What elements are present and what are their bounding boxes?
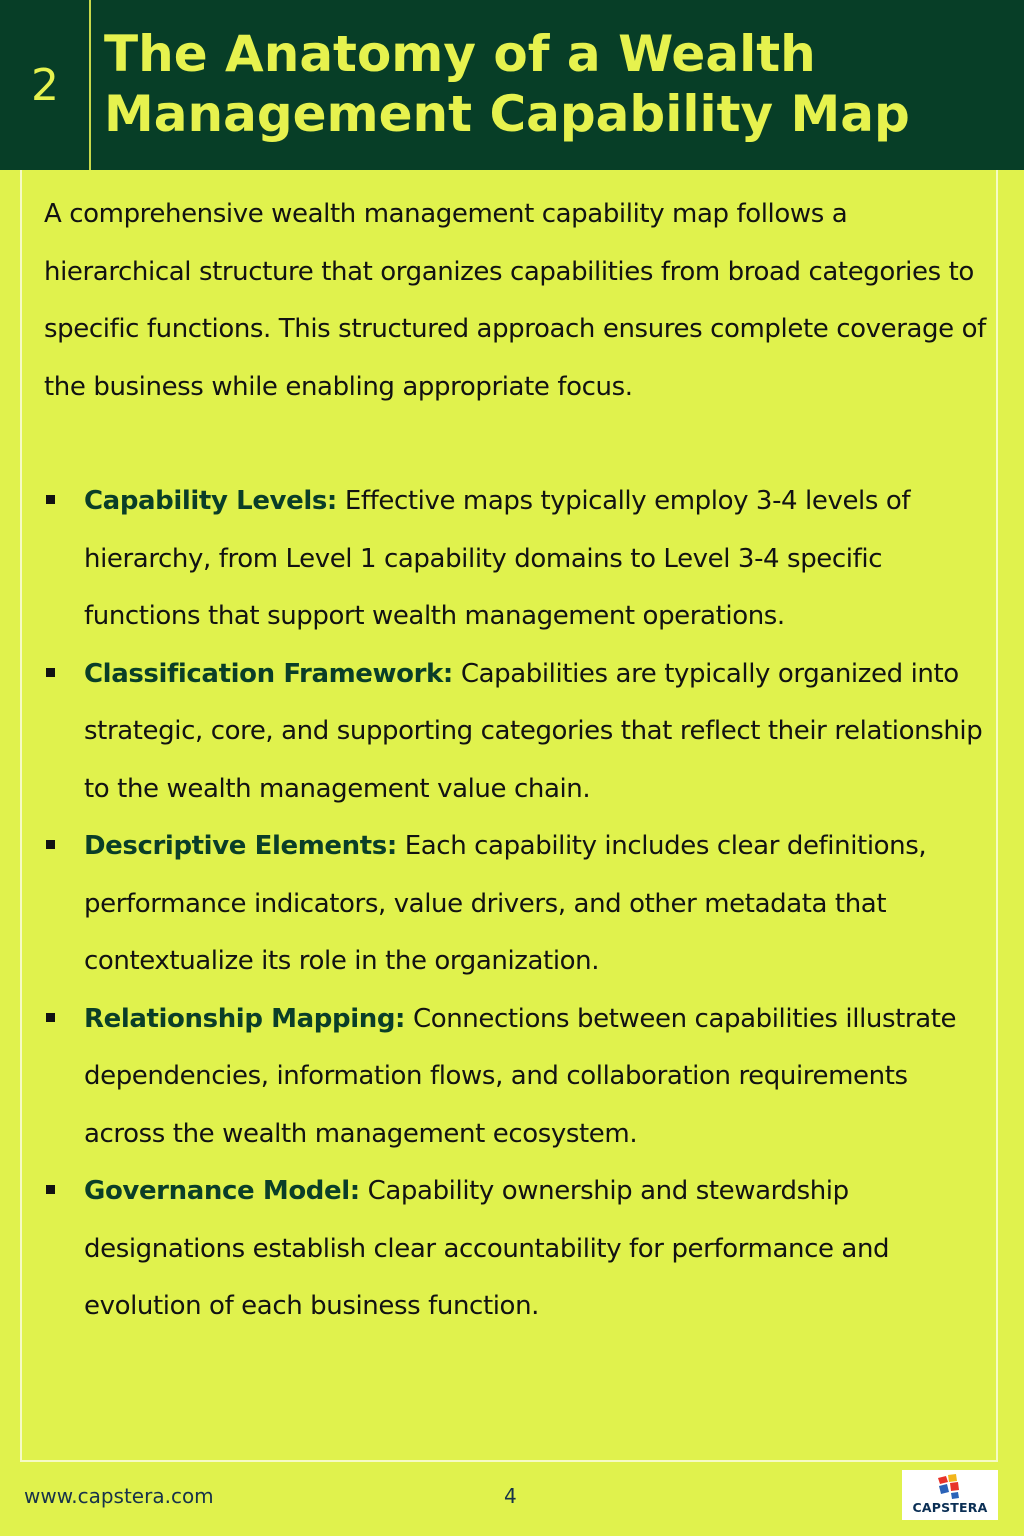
bullet-descriptive-elements bbox=[44, 818, 994, 991]
bullet-list bbox=[44, 473, 994, 1336]
bullet-text: Capability ownership and stewardship designations establish clear accountability for performance and evolution of each business function. bbox=[84, 1176, 890, 1321]
bullet-capability-levels bbox=[44, 473, 994, 646]
capstera-logo bbox=[902, 1470, 998, 1520]
bullet-term: Capability Levels: bbox=[84, 486, 337, 516]
square-bullet-icon bbox=[46, 668, 55, 677]
capstera-logo-icon bbox=[924, 1472, 974, 1500]
page-title: The Anatomy of a Wealth Management Capability Map bbox=[104, 25, 910, 143]
bullet-relationship-mapping bbox=[44, 991, 994, 1164]
bullet-text: Capabilities are typically organized into strategic, core, and supporting categories that reflect their relationship to the wealth management value chain. bbox=[84, 658, 983, 804]
square-bullet-icon bbox=[46, 1185, 55, 1194]
bullet-text: Effective maps typically employ 3-4 levels of hierarchy, from Level 1 capability domains to Level 3-4 specific functions that support wealth management operations. bbox=[84, 486, 911, 631]
bullet-text: Each capability includes clear definitions, performance indicators, value drivers, and other metadata that contextualize its role in the organization. bbox=[84, 831, 927, 976]
intro-paragraph: A comprehensive wealth management capability map follows a hierarchical structure that organizes capabilities from broad categories to specific functions. This structured approach ensures complete coverage of the business while enabling appropriate focus. bbox=[44, 199, 986, 402]
bullet-classification-framework bbox=[44, 646, 994, 819]
page-number: 4 bbox=[504, 1484, 517, 1508]
logo-text: CAPSTERA bbox=[912, 1500, 988, 1515]
bullet-term: Governance Model: bbox=[84, 1176, 360, 1206]
square-bullet-icon bbox=[46, 1013, 55, 1022]
bullet-term: Relationship Mapping: bbox=[84, 1003, 406, 1034]
square-bullet-icon bbox=[46, 840, 55, 849]
bullet-term: Classification Framework: bbox=[84, 658, 453, 689]
bullet-term: Descriptive Elements: bbox=[84, 831, 397, 861]
square-bullet-icon bbox=[46, 495, 55, 504]
header-divider bbox=[89, 0, 91, 170]
bullet-text: Connections between capabilities illustrate dependencies, information flows, and collaboration requirements across the wealth management ecosystem. bbox=[84, 1003, 957, 1149]
footer-website-link[interactable]: www.capstera.com bbox=[24, 1484, 214, 1508]
header-bar bbox=[0, 0, 1024, 170]
section-number: 2 bbox=[31, 59, 59, 111]
bullet-governance-model bbox=[44, 1163, 994, 1336]
